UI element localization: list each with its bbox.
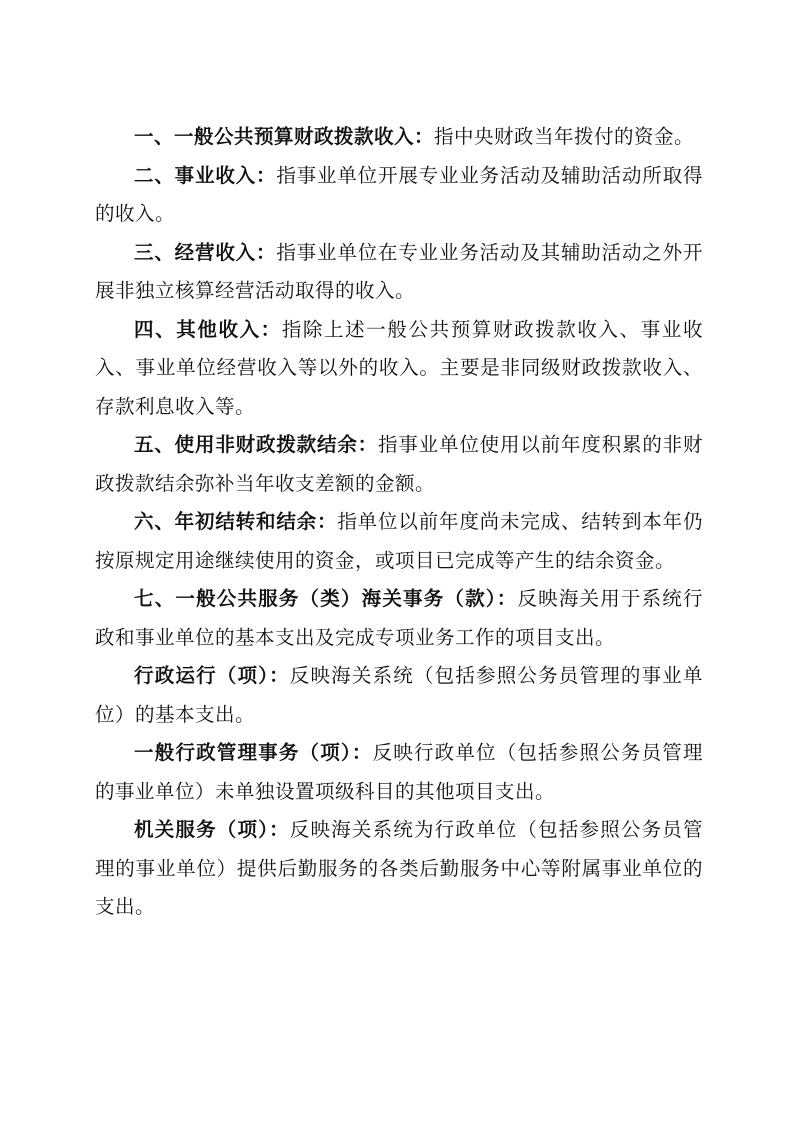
- paragraph-general-admin-affairs: [95, 734, 703, 811]
- paragraph-operating-income: [95, 234, 703, 311]
- paragraph-customs-affairs: [95, 580, 703, 657]
- term-heading: 六、年初结转和结余：: [134, 510, 338, 533]
- term-definition: 反映海关用于系统行政和事业单位的基本支出及完成专项业务工作的项目支出。: [95, 587, 703, 649]
- term-heading: 七、一般公共服务（类）海关事务（款）：: [134, 587, 518, 610]
- paragraph-administrative-operation: [95, 657, 703, 734]
- term-definition: 指事业单位开展专业业务活动及辅助活动所取得的收入。: [95, 163, 703, 225]
- term-definition: 反映海关系统（包括参照公务员管理的事业单位）的基本支出。: [95, 664, 703, 726]
- paragraph-general-budget-income: [95, 118, 703, 157]
- term-heading: 机关服务（项）：: [134, 818, 290, 841]
- document-body: [95, 118, 703, 927]
- term-heading: 五、使用非财政拨款结余：: [134, 433, 378, 456]
- term-definition: 指事业单位在专业业务活动及其辅助活动之外开展非独立核算经营活动取得的收入。: [95, 240, 703, 302]
- term-definition: 指事业单位使用以前年度积累的非财政拨款结余弥补当年收支差额的金额。: [95, 433, 703, 495]
- term-definition: 反映行政单位（包括参照公务员管理的事业单位）未单独设置项级科目的其他项目支出。: [95, 741, 703, 803]
- paragraph-other-income: [95, 311, 703, 427]
- term-definition: 指除上述一般公共预算财政拨款收入、事业收入、事业单位经营收入等以外的收入。主要是非同级财政拨款收入、存款利息收入等。: [95, 317, 703, 418]
- paragraph-agency-services: [95, 811, 703, 927]
- term-heading: 四、其他收入：: [134, 317, 282, 341]
- term-heading: 一、一般公共预算财政拨款收入：: [134, 125, 435, 148]
- term-heading: 三、经营收入：: [134, 240, 277, 264]
- term-definition: 指中央财政当年拨付的资金。: [434, 125, 695, 148]
- paragraph-non-fiscal-surplus: [95, 426, 703, 503]
- paragraph-carryover-balance: [95, 503, 703, 580]
- term-definition: 指单位以前年度尚未完成、结转到本年仍按原规定用途继续使用的资金，或项目已完成等产生的结余资金。: [95, 510, 703, 572]
- term-definition: 反映海关系统为行政单位（包括参照公务员管理的事业单位）提供后勤服务的各类后勤服务中心等附属事业单位的支出。: [95, 818, 703, 918]
- paragraph-business-income: [95, 157, 703, 234]
- term-heading: 一般行政管理事务（项）：: [134, 741, 373, 764]
- term-heading: 二、事业收入：: [134, 163, 277, 187]
- term-heading: 行政运行（项）：: [134, 664, 290, 687]
